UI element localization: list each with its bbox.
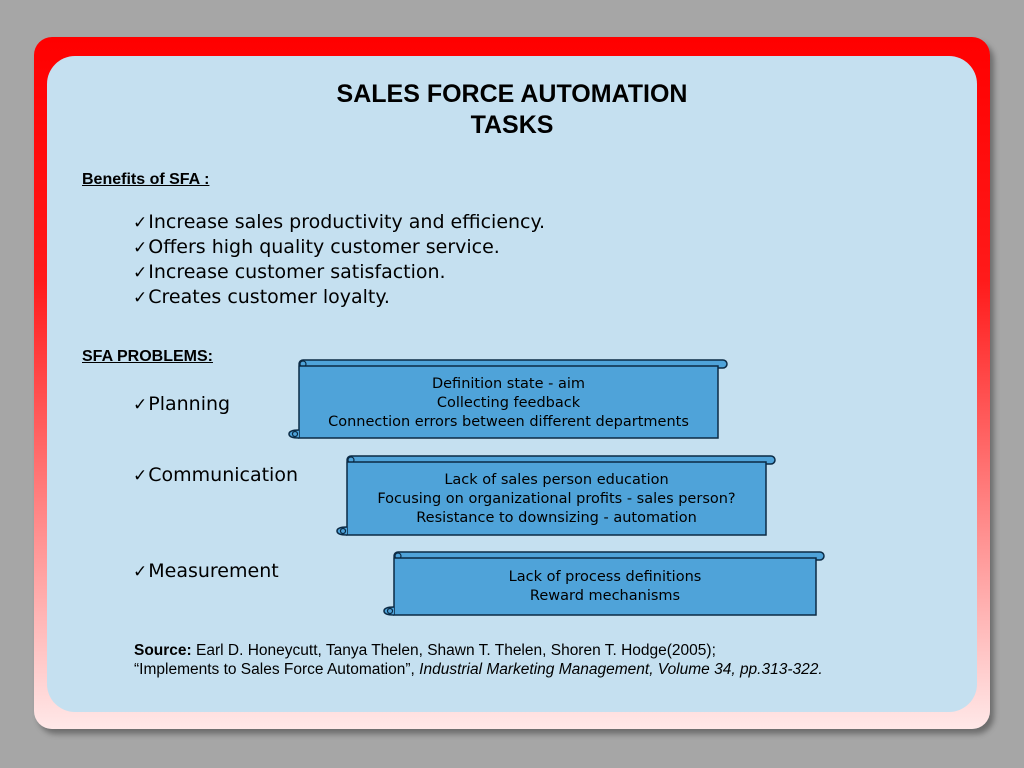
source-label: Source:	[134, 642, 192, 659]
problem-measurement: ✓ Measurement	[133, 560, 279, 582]
slide-title-line2: TASKS	[470, 111, 554, 139]
benefits-heading: Benefits of SFA :	[82, 171, 210, 188]
scroll-line: Lack of sales person education	[444, 472, 669, 488]
scroll-line: Focusing on organizational profits - sales person?	[377, 491, 736, 507]
checkmark-icon: ✓	[133, 466, 148, 486]
problem-planning: ✓ Planning	[133, 393, 231, 415]
scroll-line: Resistance to downsizing - automation	[416, 510, 697, 526]
benefit-item: ✓ Increase customer satisfaction.	[133, 261, 446, 283]
slide-title-line1: SALES FORCE AUTOMATION	[336, 80, 688, 108]
scroll-line: Connection errors between different departments	[328, 414, 689, 430]
checkmark-icon: ✓	[133, 288, 148, 308]
planning-scroll-box	[287, 358, 729, 440]
scroll-line: Lack of process definitions	[508, 569, 702, 585]
problems-heading: SFA PROBLEMS:	[82, 348, 213, 365]
measurement-scroll-box	[382, 550, 826, 617]
benefits-list	[133, 210, 545, 310]
checkmark-icon: ✓	[133, 395, 148, 415]
scroll-line: Reward mechanisms	[529, 588, 681, 604]
source-line2: “Implements to Sales Force Automation”, Industrial Marketing Management, Volume 34, pp.313-322.	[134, 661, 823, 678]
communication-scroll-box	[335, 454, 777, 537]
scroll-line: Collecting feedback	[436, 395, 581, 411]
source-citation	[134, 641, 823, 679]
checkmark-icon: ✓	[133, 263, 148, 283]
checkmark-icon: ✓	[133, 213, 148, 233]
problem-communication: ✓ Communication	[133, 464, 299, 486]
source-line1: Source: Earl D. Honeycutt, Tanya Thelen, Shawn T. Thelen, Shoren T. Hodge(2005);	[134, 642, 716, 659]
benefit-item: ✓ Creates customer loyalty.	[133, 286, 390, 308]
benefit-item: ✓ Increase sales productivity and efficiency.	[133, 211, 546, 233]
scroll-line: Definition state - aim	[431, 376, 586, 392]
benefit-item: ✓ Offers high quality customer service.	[133, 236, 500, 258]
checkmark-icon: ✓	[133, 238, 148, 258]
checkmark-icon: ✓	[133, 562, 148, 582]
